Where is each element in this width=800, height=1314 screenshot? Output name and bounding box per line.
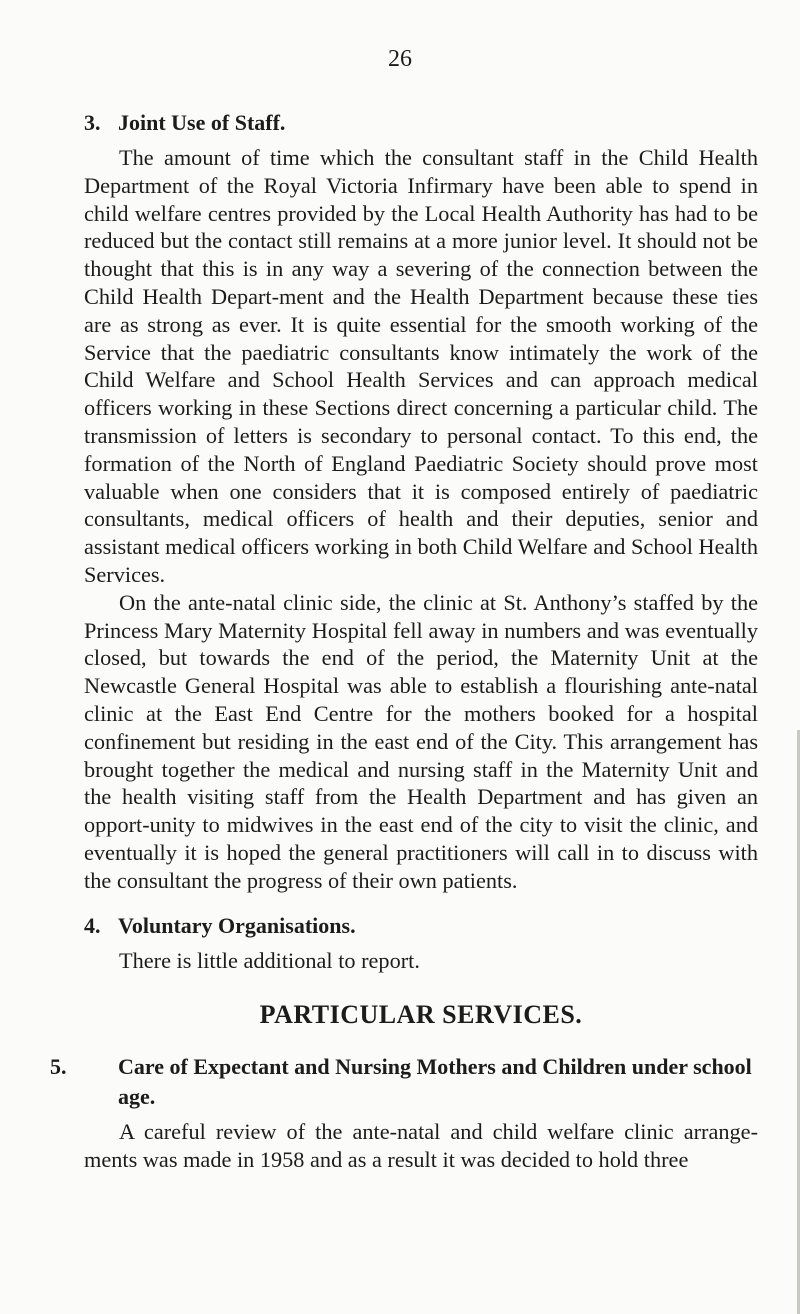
section-5-heading [50, 1052, 758, 1112]
section-5-title: Care of Expectant and Nursing Mothers and Children under school age. [118, 1054, 752, 1110]
section-5-paragraph-1: A careful review of the ante-natal and child welfare clinic arrange-ments was made in 1958 and as a result it was decided to hold three [84, 1119, 758, 1173]
page-content [50, 108, 758, 1174]
section-3-title: Joint Use of Staff. [118, 110, 286, 135]
section-4-number: 4. [84, 912, 101, 938]
section-4-heading [84, 911, 758, 941]
section-4-paragraph-1: There is little additional to report. [119, 947, 420, 973]
page-number: 26 [388, 46, 412, 72]
section-3-heading [84, 108, 758, 138]
section-4-title: Voluntary Organisations. [118, 912, 356, 938]
section-3-paragraph-2: On the ante-natal clinic side, the clinic at St. Anthony’s staffed by the Princess Mary Maternity Hospital fell away in numbers and was eventually closed, but towards the end of the period, the Maternity Unit at the Newcastle General Hospital was able to establish a flourishing ante-natal clinic at the East End Centre for the mothers booked for a hospital confinement but residing in the east end of the City. This arrangement has brought together the medical and nursing staff in the Maternity Unit and the health visiting staff from the Health Department and has given an opport-unity to midwives in the east end of the city to visit the clinic, and eventually it is hoped the general practitioners will call in to discuss with the consultant the progress of their own patients. [84, 589, 758, 893]
particular-services-heading: PARTICULAR SERVICES. [259, 1000, 583, 1030]
section-3-paragraph-1: The amount of time which the consultant staff in the Child Health Department of the Royal Victoria Infirmary have been able to spend in child welfare centres provided by the Local Health Authority has had to be reduced but the contact still remains at a more junior level. It should not be thought that this is in any way a severing of the connection between the Child Health Depart-ment and the Health Department because these ties are as strong as ever. It is quite essential for the smooth working of the Service that the paediatric consultants know intimately the work of the Child Welfare and School Health Services and can approach medical officers working in these Sections direct concerning a particular child. The transmission of letters is secondary to personal contact. To this end, the formation of the North of England Paediatric Society should prove most valuable when one considers that it is composed entirely of paediatric consultants, medical officers of health and their deputies, senior and assistant medical officers working in both Child Welfare and School Health Services. [84, 145, 758, 587]
section-3-number: 3. [84, 110, 101, 135]
section-5-number: 5. [50, 1054, 67, 1080]
